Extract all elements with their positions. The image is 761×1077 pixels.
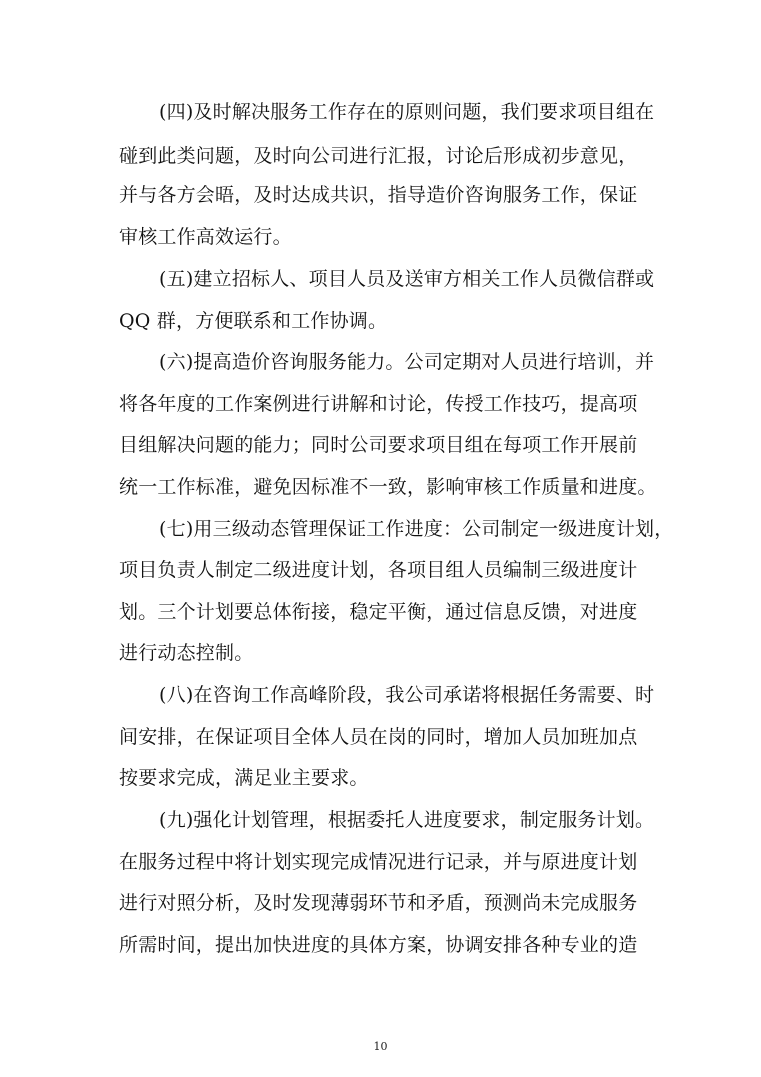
paragraph-6-line-1: (六)提高造价咨询服务能力。公司定期对人员进行培训，并 — [159, 351, 655, 373]
paragraph-7-line-3: 划。三个计划要总体衔接，稳定平衡，通过信息反馈，对进度 — [119, 601, 638, 623]
paragraph-9-line-1: (九)强化计划管理，根据委托人进度要求，制定服务计划。 — [159, 809, 655, 831]
paragraph-8-line-3: 按要求完成，满足业主要求。 — [119, 767, 369, 789]
paragraph-4-line-2: 碰到此类问题，及时向公司进行汇报，讨论后形成初步意见， — [119, 145, 638, 167]
paragraph-7-line-1: (七)用三级动态管理保证工作进度：公司制定一级进度计划， — [159, 518, 674, 540]
paragraph-4-line-3: 并与各方会晤，及时达成共识，指导造价咨询服务工作，保证 — [119, 184, 638, 206]
paragraph-6-line-2: 将各年度的工作案例进行讲解和讨论，传授工作技巧，提高项 — [119, 393, 638, 415]
paragraph-5-line-1: (五)建立招标人、项目人员及送审方相关工作人员微信群或 — [159, 268, 655, 290]
paragraph-9-line-3: 进行对照分析，及时发现薄弱环节和矛盾，预测尚未完成服务 — [119, 892, 638, 914]
paragraph-6-line-3: 目组解决问题的能力；同时公司要求项目组在每项工作开展前 — [119, 434, 638, 456]
paragraph-4-line-4: 审核工作高效运行。 — [119, 226, 292, 248]
paragraph-6-line-4: 统一工作标准，避免因标准不一致，影响审核工作质量和进度。 — [119, 476, 657, 498]
paragraph-7-line-2: 项目负责人制定二级进度计划，各项目组人员编制三级进度计 — [119, 559, 638, 581]
page-number: 10 — [373, 1040, 388, 1053]
paragraph-8-line-2: 间安排，在保证项目全体人员在岗的同时，增加人员加班加点 — [119, 726, 638, 748]
paragraph-4-line-1: (四)及时解决服务工作存在的原则问题，我们要求项目组在 — [159, 101, 655, 123]
paragraph-8-line-1: (八)在咨询工作高峰阶段，我公司承诺将根据任务需要、时 — [159, 684, 655, 706]
paragraph-9-line-2: 在服务过程中将计划实现完成情况进行记录，并与原进度计划 — [119, 851, 638, 873]
paragraph-7-line-4: 进行动态控制。 — [119, 642, 254, 664]
paragraph-9-line-4: 所需时间，提出加快进度的具体方案，协调安排各种专业的造 — [119, 934, 638, 956]
paragraph-5-line-2: QQ 群，方便联系和工作协调。 — [119, 310, 388, 332]
